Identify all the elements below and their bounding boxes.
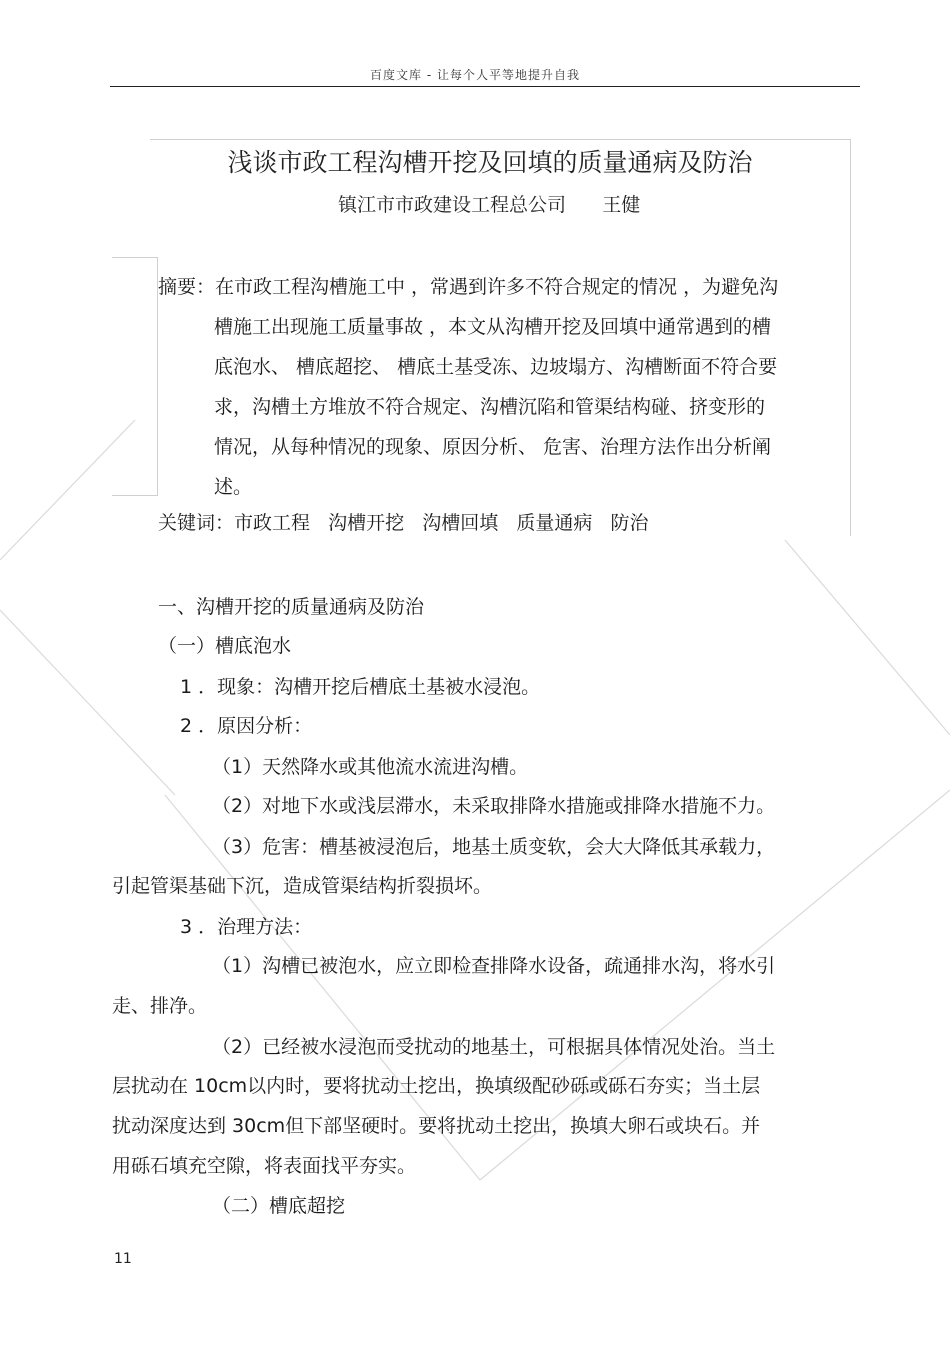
paragraph-line: （2）对地下水或浅层滞水，未采取排降水措施或排降水措施不力。: [212, 795, 776, 817]
paragraph-line: （2）已经被水浸泡而受扰动的地基土，可根据具体情况处治。当土: [212, 1036, 776, 1058]
numbered-item: 2 ．原因分析：: [180, 715, 313, 737]
numbered-item: 3 ．治理方法：: [180, 916, 313, 938]
abstract: [158, 267, 848, 507]
paragraph-line: 扰动深度达到 30cm但下部坚硬时。要将扰动土挖出，换填大卵石或块石。并: [112, 1115, 761, 1137]
paragraph-line: （1）沟槽已被泡水，应立即检查排降水设备，疏通排水沟，将水引: [212, 955, 776, 977]
keywords: 关键词：市政工程 沟槽开挖 沟槽回填 质量通病 防治: [158, 512, 649, 534]
paragraph-line: 走、排净。: [112, 995, 208, 1017]
abstract-bracket-bottom: [112, 495, 157, 496]
abstract-line: 求，沟槽土方堆放不符合规定、沟槽沉陷和管渠结构碰、挤变形的: [214, 396, 766, 418]
subsection-heading: （二）槽底超挖: [212, 1195, 346, 1217]
abstract-bracket-top: [112, 257, 157, 258]
paragraph-line: （3）危害：槽基被浸泡后，地基土质变软，会大大降低其承载力，: [212, 836, 776, 858]
section-heading: 一、沟槽开挖的质量通病及防治: [158, 596, 425, 618]
abstract-line: 述。: [214, 476, 253, 498]
abstract-line: 底泡水、 槽底超挖、 槽底土基受冻、边坡塌方、沟槽断面不符合要: [214, 356, 778, 378]
frame-right-line: [850, 139, 851, 536]
paragraph-line: 层扰动在 10cm以内时，要将扰动土挖出，换填级配砂砾或砾石夯实；当土层: [112, 1075, 761, 1097]
author-byline: 镇江市市政建设工程总公司 王健: [338, 194, 641, 216]
header-rule: [110, 86, 860, 87]
paragraph-line: （1）天然降水或其他流水流进沟槽。: [212, 756, 529, 778]
abstract-line: 情况，从每种情况的现象、原因分析、 危害、治理方法作出分析阐: [214, 436, 772, 458]
abstract-line: 摘要：在市政工程沟槽施工中 ，常遇到许多不符合规定的情况 ，为避免沟: [158, 276, 779, 298]
article-title: 浅谈市政工程沟槽开挖及回填的质量通病及防治: [227, 148, 753, 177]
page-number: 11: [114, 1251, 132, 1267]
paragraph-line: 用砾石填充空隙，将表面找平夯实。: [112, 1155, 417, 1177]
frame-top-line: [150, 139, 850, 140]
page-header: 百度文库 - 让每个人平等地提升自我: [370, 68, 580, 82]
numbered-item: 1 ．现象：沟槽开挖后槽底土基被水浸泡。: [180, 676, 541, 698]
abstract-line: 槽施工出现施工质量事故 ，本文从沟槽开挖及回填中通常遇到的槽: [214, 316, 772, 338]
paragraph-line: 引起管渠基础下沉，造成管渠结构折裂损坏。: [112, 875, 493, 897]
subsection-heading: （一）槽底泡水: [158, 635, 292, 657]
